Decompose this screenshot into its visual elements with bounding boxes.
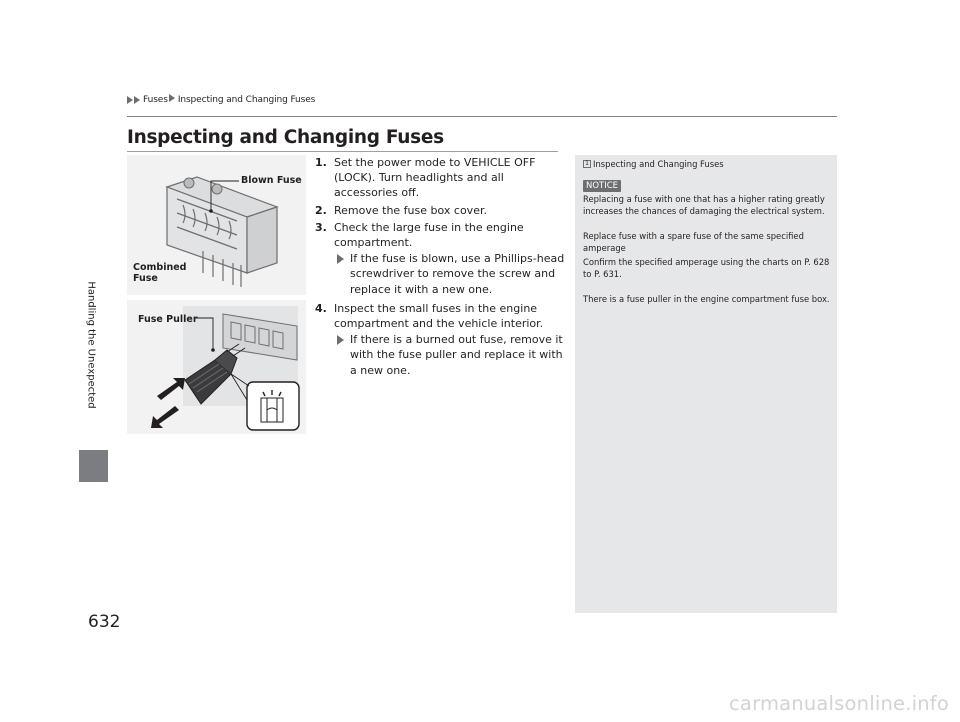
step-item — [315, 301, 565, 378]
subitem-arrow-icon — [337, 254, 344, 264]
breadcrumb — [127, 94, 315, 105]
step-number: 4. — [315, 301, 327, 315]
label-fuse-puller: Fuse Puller — [138, 314, 198, 325]
subitem-text: If the fuse is blown, use a Phillips-head screwdriver to remove the screw and replace it with a new one. — [350, 252, 565, 296]
figure-combined-fuse — [127, 155, 306, 295]
section-side-label — [84, 240, 98, 450]
breadcrumb-link-fuses[interactable]: Fuses — [143, 94, 168, 105]
step-text: Check the large fuse in the engine compartment. — [334, 220, 524, 250]
step-item — [315, 203, 565, 218]
label-blown-fuse: Blown Fuse — [241, 175, 302, 186]
step-item — [315, 220, 565, 297]
sidebar-paragraph: There is a fuse puller in the engine compartment fuse box. — [583, 293, 830, 304]
notice-badge: NOTICE — [583, 180, 621, 192]
step-subitem — [334, 332, 565, 378]
section-side-label-text: Handling the Unexpected — [85, 281, 97, 409]
step-text: Set the power mode to VEHICLE OFF (LOCK). Turn headlights and all accessories off. — [334, 156, 536, 200]
sidebar-heading-text: Inspecting and Changing Fuses — [593, 159, 724, 169]
subitem-arrow-icon — [337, 335, 344, 345]
reference-marker-icon: 1 — [583, 160, 591, 168]
breadcrumb-current: Inspecting and Changing Fuses — [177, 94, 316, 105]
step-subitem — [334, 251, 565, 297]
breadcrumb-arrow-icon — [134, 96, 140, 104]
notice-text: Replacing a fuse with one that has a higher rating greatly increases the chances of damaging the electrical system. — [583, 193, 825, 216]
subitem-text: If there is a burned out fuse, remove it with the fuse puller and replace it with a new one. — [350, 333, 563, 377]
figure-fuse-puller — [127, 300, 306, 434]
sidebar-heading — [583, 158, 831, 171]
procedure-steps — [315, 155, 565, 380]
step-text: Inspect the small fuses in the engine compartment and the vehicle interior. — [334, 301, 544, 331]
watermark: carmanualsonline.info — [729, 692, 949, 715]
step-number: 1. — [315, 156, 327, 169]
section-tab-marker — [79, 450, 108, 482]
sidebar-paragraph: Replace fuse with a spare fuse of the same specified amperage — [583, 230, 804, 253]
header-rule — [127, 116, 837, 117]
breadcrumb-arrow-icon — [169, 94, 175, 102]
notes-sidebar — [575, 155, 837, 613]
step-item — [315, 155, 565, 201]
breadcrumb-arrow-icon — [127, 96, 133, 104]
title-rule — [127, 151, 558, 152]
page-number: 632 — [88, 612, 121, 632]
sidebar-paragraph: Confirm the specified amperage using the charts on P. 628 to P. 631. — [583, 256, 830, 279]
step-text: Remove the fuse box cover. — [334, 203, 487, 217]
label-combined-fuse: Combined Fuse — [133, 262, 187, 284]
page-title: Inspecting and Changing Fuses — [127, 127, 444, 148]
step-number: 3. — [315, 220, 327, 234]
step-number: 2. — [315, 203, 327, 217]
